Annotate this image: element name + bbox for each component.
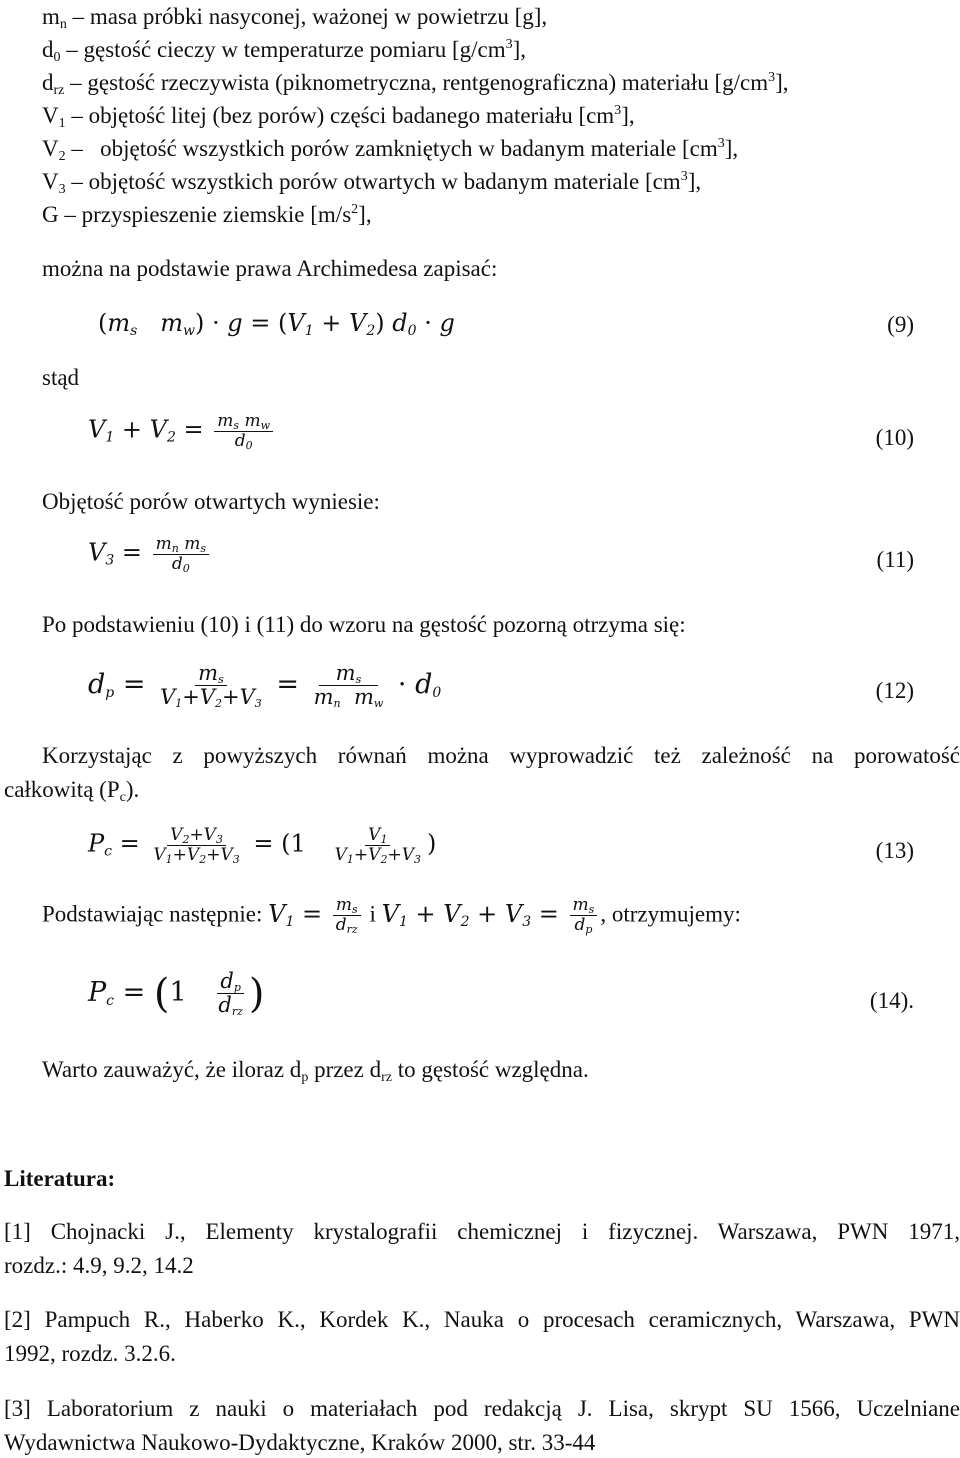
paragraph-stad: stąd (42, 365, 80, 390)
equation-number-11: (11) (876, 547, 914, 572)
definition-v2: $V_2$ – objętość wszystkich porów zamkniętych w badanym materiale $[cm^3]$, (42, 136, 739, 164)
equation-11: $V_3$ = $\frac{m_n m_s}{d_0}$ (88, 535, 212, 573)
definition-v3: $V_3$ – objętość wszystkich porów otwartych w badanym materiale $[cm^3]$, (42, 169, 702, 197)
reference-2-line1: [2] Pampuch R., Haberko K., Kordek K., Nauka o procesach ceramicznych, Warszawa, PWN (4, 1307, 960, 1332)
paragraph-korzystajac-line2: całkowitą $(P_c)$. (4, 777, 140, 805)
equation-number-12: (12) (875, 678, 914, 703)
paragraph-substitution: Po podstawieniu (10) i (11) do wzoru na gęstość pozorną otrzyma się: (42, 612, 686, 637)
literature-heading: Literatura: (4, 1166, 116, 1191)
paragraph-korzystajac-line1: Korzystając z powyższych równań można wyprowadzić też zależność na porowatość (42, 743, 960, 768)
reference-3-line1: [3] Laboratorium z nauki o materiałach pod redakcją J. Lisa, skrypt SU 1566, Uczelniane (4, 1396, 960, 1421)
reference-2-line2: 1992, rozdz. 3.2.6. (4, 1341, 176, 1366)
equation-number-10: (10) (875, 425, 914, 450)
reference-1-line2: rozdz.: 4.9, 9.2, 14.2 (4, 1253, 194, 1278)
reference-1-line1: [1] Chojnacki J., Elementy krystalografii chemicznej i fizycznej. Warszawa, PWN 1971, (4, 1219, 960, 1244)
equation-9: ($m_s$ $m_w) \cdot g = (V_1 + V_2)$ $d_0 \cdot g$ (98, 309, 455, 339)
definition-g: G – przyspieszenie ziemskie $[m/s^2]$, (42, 202, 372, 227)
paragraph-podstawiajac: Podstawiając następnie: $V_1$ = $\frac{m_s}{d_{rz}}$ i $V_1 + V_2 + V_3$ = $\frac{m_s}{d_p}$ , otrzymujemy: (42, 895, 741, 936)
reference-3-line2: Wydawnictwa Naukowo-Dydaktyczne, Kraków 2000, str. 33-44 (4, 1430, 596, 1455)
paragraph-warto: Warto zauważyć, że iloraz $d_p$ przez $d_{rz}$ to gęstość względna. (42, 1057, 589, 1085)
equation-number-13: (13) (875, 838, 914, 863)
paragraph-open-pores: Objętość porów otwartych wyniesie: (42, 489, 380, 514)
definition-drz: $d_{rz}$ – gęstość rzeczywista (piknometryczna, rentgenograficzna) materiału $[g/cm^3]$, (42, 70, 789, 98)
equation-number-14: (14). (869, 988, 914, 1013)
definition-mn: $m_n$ – masa próbki nasyconej, ważonej w powietrzu [g], (42, 4, 548, 32)
definition-d0: $d_0$ – gęstość cieczy w temperaturze pomiaru $[g/cm^3]$, (42, 37, 527, 65)
equation-14: $P_c = (1$ $\frac{d_p}{d_{rz}}$ ) (88, 969, 265, 1019)
definition-v1: $V_1$ – objętość litej (bez porów) części badanego materiału $[cm^3]$, (42, 103, 635, 131)
equation-10: $V_1 + V_2$ = $\frac{m_s m_w}{d_0}$ (88, 412, 276, 450)
equation-12: $d_p$ = $\frac{m_s}{V_1+V_2+V_3}$ = $\frac{m_s}{m_n m_w}$ · $d_0$ (88, 661, 442, 711)
equation-13: $P_c$ = $\frac{V_2+V_3}{V_1+V_2+V_3}$ = (1 $\frac{V_1}{V_1+V_2+V_3}$ ) (88, 825, 437, 866)
paragraph-archimedes: można na podstawie prawa Archimedesa zapisać: (42, 256, 498, 281)
equation-number-9: (9) (887, 312, 914, 337)
